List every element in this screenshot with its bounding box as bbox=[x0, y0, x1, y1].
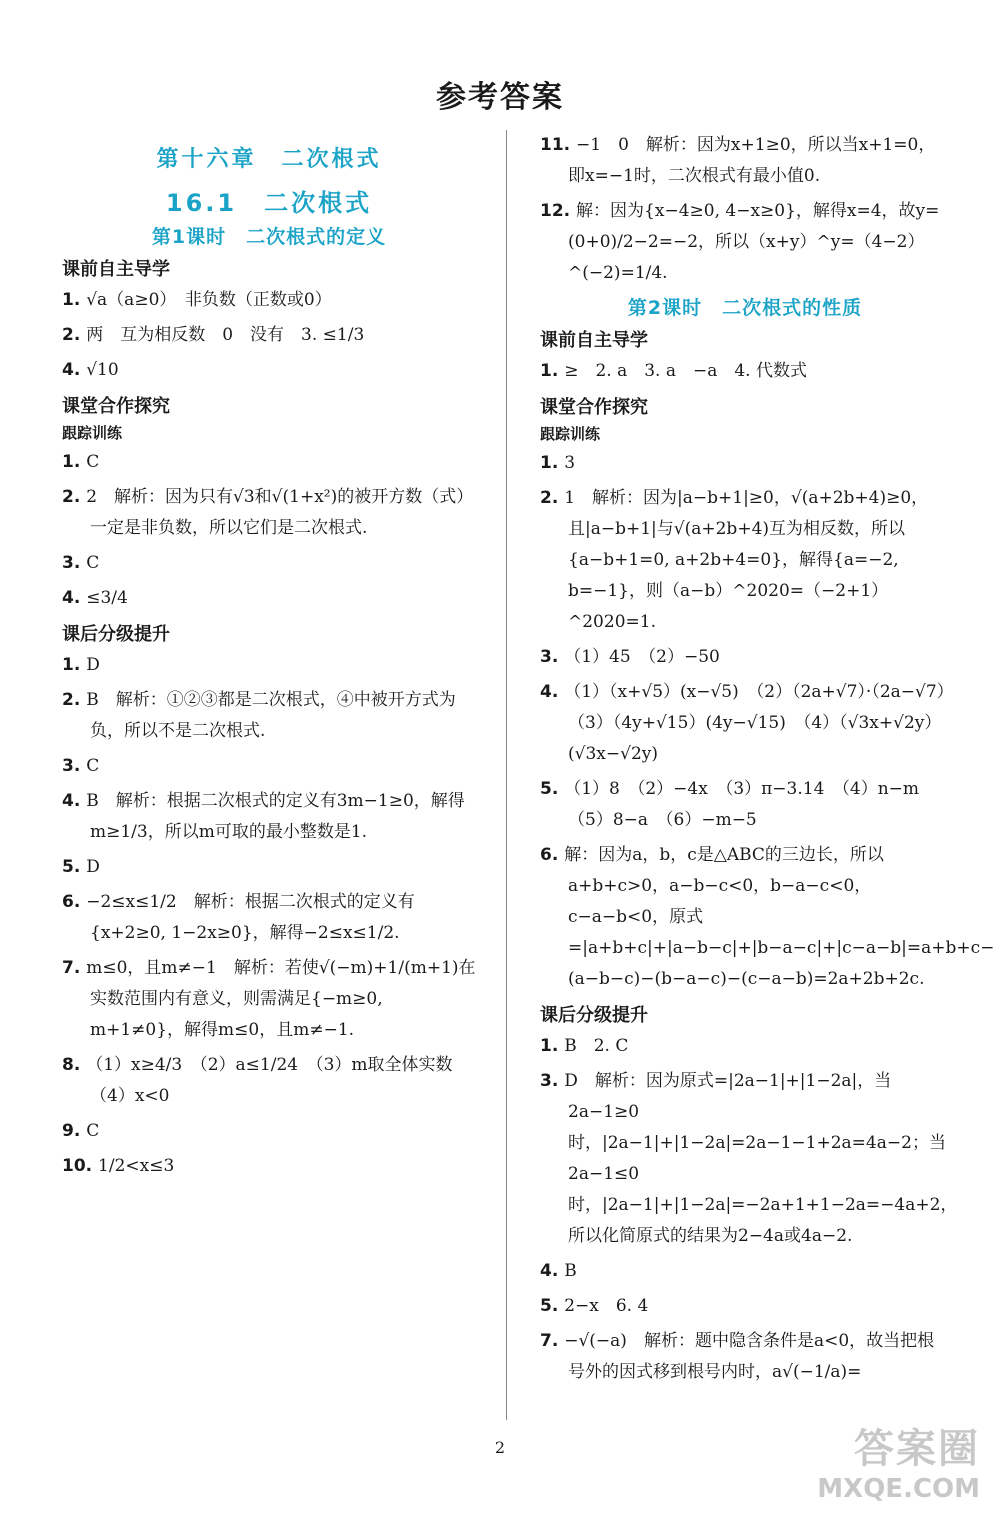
answer-item: 4. （1）（x+√5）(x−√5) （2）（2a+√7）·（2a−√7） （3）（4y+√15）(4y−√15) （4）（√3x+√2y）(√3x−√2y) bbox=[540, 682, 963, 764]
answer-item: 5. 2−x 6. 4 bbox=[540, 1296, 649, 1316]
answer-item: 6. 解：因为a，b，c是△ABC的三边长，所以a+b+c>0，a−b−c<0，b−a−c<0，c−a−b<0，原式=|a+b+c|+|a−b−c|+|b−a−c|+|c−a−b|=a+b+c−(a−b−c)−(b−a−c)−(c−a−b)=2a+2b+2c. bbox=[540, 845, 995, 989]
answer-item: 5. D bbox=[62, 857, 100, 877]
page-number: 2 bbox=[494, 1438, 506, 1457]
column-divider bbox=[506, 130, 507, 1420]
section-heading: 16.1 二次根式 bbox=[165, 189, 373, 217]
answer-item: 1. B 2. C bbox=[540, 1036, 629, 1056]
answer-item: 2. B 解析：①②③都是二次根式，④中被开方式为负，所以不是二次根式. bbox=[62, 690, 456, 741]
in-class-heading: 课堂合作探究 bbox=[62, 396, 170, 417]
tracking-heading: 跟踪训练 bbox=[62, 424, 123, 442]
answer-item: 4. ≤3/4 bbox=[62, 588, 128, 608]
answer-item: 4. B bbox=[540, 1261, 577, 1281]
answer-item: 1. ≥ 2. a 3. a −a 4. 代数式 bbox=[540, 361, 807, 381]
watermark-url: MXQE.COM bbox=[817, 1474, 980, 1504]
answer-item: 11. −1 0 解析：因为x+1≥0，所以当x+1=0，即x=−1时，二次根式有最小值0. bbox=[540, 135, 936, 186]
chapter-heading: 第十六章 二次根式 bbox=[156, 147, 382, 172]
answer-item: 3. C bbox=[62, 553, 100, 573]
watermark bbox=[817, 1417, 980, 1504]
answer-item: 8. （1）x≥4/3 （2）a≤1/24 （3）m取全体实数 （4）x<0 bbox=[62, 1055, 470, 1106]
answer-item: 1. √a（a≥0） 非负数（正数或0） bbox=[62, 290, 332, 310]
answer-item: 4. √10 bbox=[62, 360, 119, 380]
page-title: 参考答案 bbox=[436, 80, 564, 115]
answer-item: 12. 解：因为{x−4≥0, 4−x≥0}，解得x=4，故y=(0+0)/2−2=−2，所以（x+y）^y=（4−2）^(−2)=1/4. bbox=[540, 201, 940, 283]
answer-item: 2. 1 解析：因为|a−b+1|≥0，√(a+2b+4)≥0，且|a−b+1|与√(a+2b+4)互为相反数，所以{a−b+1=0, a+2b+4=0}，解得{a=−2, b=−1}，则（a−b）^2020=（−2+1）^2020=1. bbox=[540, 488, 929, 632]
lesson-heading: 第1课时 二次根式的定义 bbox=[151, 226, 387, 248]
left-column bbox=[62, 130, 476, 1186]
answer-item: 2. 两 互为相反数 0 没有 3. ≤1/3 bbox=[62, 325, 365, 345]
answer-item: 1. C bbox=[62, 452, 100, 472]
answer-item: 9. C bbox=[62, 1121, 100, 1141]
right-column bbox=[540, 130, 995, 1392]
in-class-heading: 课堂合作探究 bbox=[540, 397, 648, 418]
pre-class-heading: 课前自主导学 bbox=[62, 259, 170, 280]
after-class-heading: 课后分级提升 bbox=[62, 624, 170, 645]
answer-item: 1. 3 bbox=[540, 453, 576, 473]
answer-item: 4. B 解析：根据二次根式的定义有3m−1≥0，解得m≥1/3，所以m可取的最小整数是1. bbox=[62, 791, 465, 842]
pre-class-heading: 课前自主导学 bbox=[540, 330, 648, 351]
answer-item: 3. C bbox=[62, 756, 100, 776]
answer-item: 6. −2≤x≤1/2 解析：根据二次根式的定义有{x+2≥0, 1−2x≥0}，解得−2≤x≤1/2. bbox=[62, 892, 415, 943]
watermark-logo: 答案圈 bbox=[854, 1426, 980, 1472]
answer-item: 5. （1）8 （2）−4x （3）π−3.14 （4）n−m （5）8−a （6）−m−5 bbox=[540, 779, 937, 830]
answer-item: 2. 2 解析：因为只有√3和√(1+x²)的被开方数（式）一定是非负数，所以它们是二次根式. bbox=[62, 487, 474, 538]
tracking-heading: 跟踪训练 bbox=[540, 425, 601, 443]
answer-item: 7. −√(−a) 解析：题中隐含条件是a<0，故当把根号外的因式移到根号内时，a√(−1/a)= bbox=[540, 1331, 935, 1382]
after-class-heading: 课后分级提升 bbox=[540, 1005, 648, 1026]
lesson-heading: 第2课时 二次根式的性质 bbox=[627, 297, 863, 319]
answer-item: 3. （1）45 （2）−50 bbox=[540, 647, 720, 667]
answer-item: 1. D bbox=[62, 655, 100, 675]
answer-item: 10. 1/2<x≤3 bbox=[62, 1156, 175, 1176]
answer-item: 3. D 解析：因为原式=|2a−1|+|1−2a|，当2a−1≥0时，|2a−1|+|1−2a|=2a−1−1+2a=4a−2；当2a−1≤0时，|2a−1|+|1−2a|=−2a+1+1−2a=−4a+2，所以化简原式的结果为2−4a或4a−2. bbox=[540, 1071, 958, 1246]
answer-item: 7. m≤0，且m≠−1 解析：若使√(−m)+1/(m+1)在实数范围内有意义，则需满足{−m≥0, m+1≠0}，解得m≤0，且m≠−1. bbox=[62, 958, 476, 1040]
